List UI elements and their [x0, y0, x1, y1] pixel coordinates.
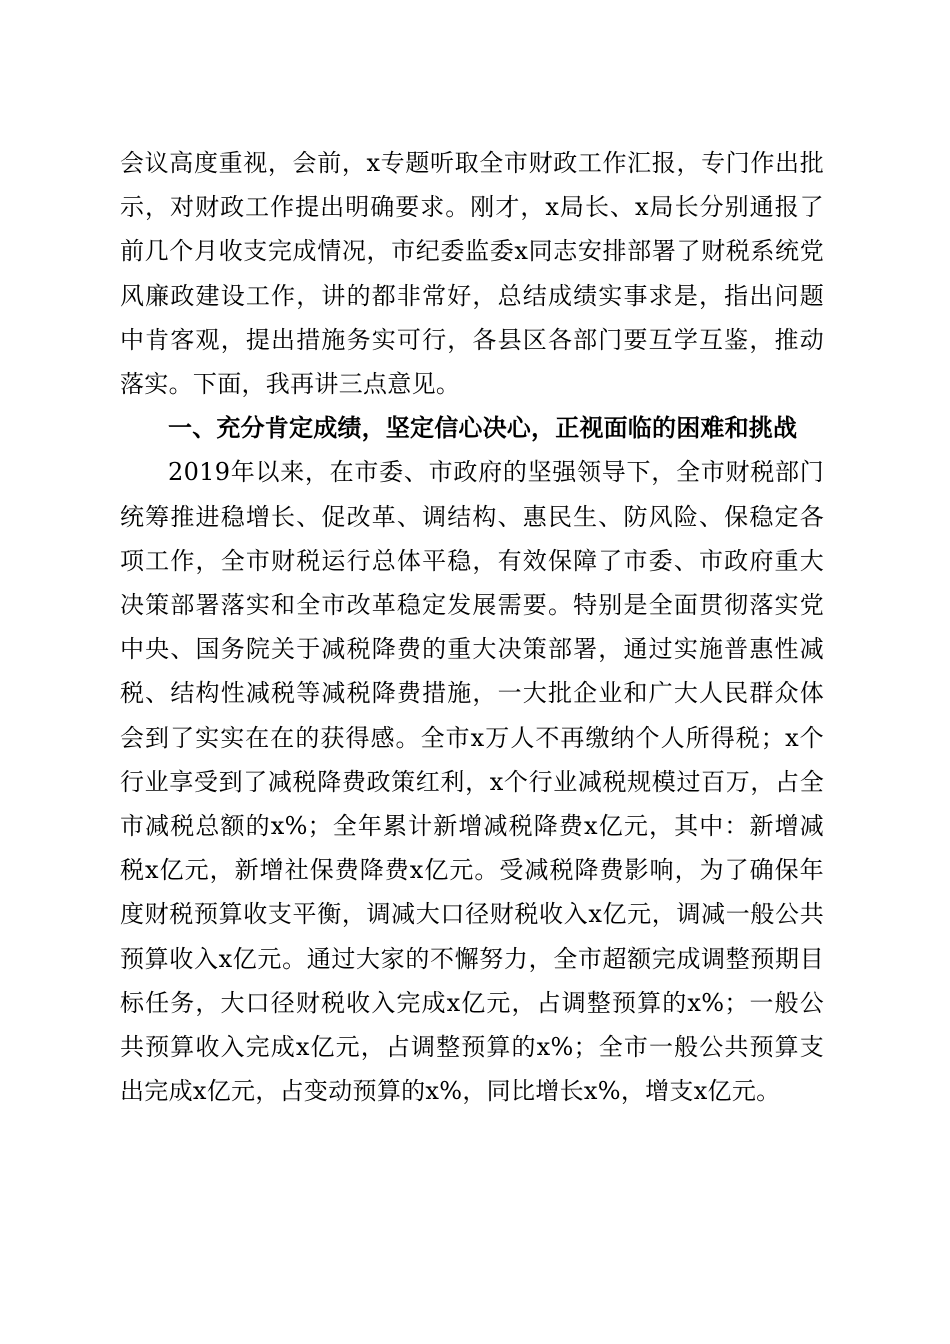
section-heading-1: 一、充分肯定成绩，坚定信心决心，正视面临的困难和挑战	[168, 414, 798, 443]
body-paragraph-intro: 会议高度重视，会前，x专题听取全市财政工作汇报，专门作出批示，对财政工作提出明确要求。刚才，x局长、x局长分别通报了前几个月收支完成情况，市纪委监委x同志安排部署了财税系统党风廉政建设工作，讲的都非常好，总结成绩实事求是，指出问题中肯客观，提出措施务实可行，各县区各部门要互学互鉴，推动落实。下面，我再讲三点意见。	[120, 149, 824, 399]
document-body	[120, 141, 824, 1113]
body-paragraph-achievements: 2019年以来，在市委、市政府的坚强领导下，全市财税部门统筹推进稳增长、促改革、调结构、惠民生、防风险、保稳定各项工作，全市财税运行总体平稳，有效保障了市委、市政府重大决策部署落实和全市改革稳定发展需要。特别是全面贯彻落实党中央、国务院关于减税降费的重大决策部署，通过实施普惠性减税、结构性减税等减税降费措施，一大批企业和广大人民群众体会到了实实在在的获得感。全市x万人不再缴纳个人所得税；x个行业享受到了减税降费政策红利，x个行业减税规模过百万，占全市减税总额的x%；全年累计新增减税降费x亿元，其中：新增减税x亿元，新增社保费降费x亿元。受减税降费影响，为了确保年度财税预算收支平衡，调减大口径财税收入x亿元，调减一般公共预算收入x亿元。通过大家的不懈努力，全市超额完成调整预期目标任务，大口径财税收入完成x亿元，占调整预算的x%；一般公共预算收入完成x亿元，占调整预算的x%；全市一般公共预算支出完成x亿元，占变动预算的x%，同比增长x%，增支x亿元。	[120, 458, 824, 1106]
